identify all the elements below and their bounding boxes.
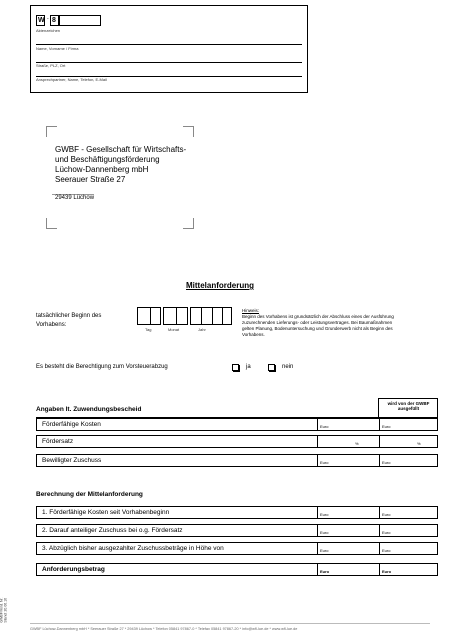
recipient-line-1: GWBF - Gesellschaft für Wirtschafts- — [55, 145, 187, 154]
applicant-value-cell[interactable] — [317, 525, 380, 536]
name-label: Name, Vorname / Firma — [36, 46, 79, 51]
applicant-value-cell[interactable] — [317, 436, 380, 447]
recipient-line-5: 29439 Lüchow — [55, 195, 95, 201]
gwbf-value-cell[interactable] — [379, 507, 440, 518]
hinweis-title: Hinweis: — [242, 308, 260, 313]
table-row — [36, 524, 438, 537]
window-corner-tr — [183, 126, 194, 137]
hinweis-line-3: gelten Planung, Bodenuntersuchung und Grunderwerb nicht als Beginn des — [242, 326, 393, 331]
gwbf-value-cell[interactable] — [379, 543, 440, 554]
tag-label: Tag — [145, 327, 152, 332]
name-field-line[interactable] — [36, 44, 302, 45]
unit-label: Euro — [382, 460, 391, 465]
gwbf-header: wird von der GWBF ausgefüllt — [378, 398, 438, 417]
street-label: Straße, PLZ, Ort — [36, 63, 66, 68]
aktenzeichen-label: Aktenzeichen — [36, 28, 61, 33]
applicant-total-cell[interactable] — [317, 564, 380, 575]
applicant-value-cell[interactable] — [317, 419, 380, 430]
hinweis-line-2: zuzurechnenden Lieferungs- oder Leistungsvertrages. Bei Baumaßnahmen — [242, 320, 393, 325]
section1-title: Angaben lt. Zuwendungsbescheid — [36, 406, 142, 413]
section1-header-row — [36, 398, 438, 418]
row-label: Fördersatz — [42, 438, 74, 445]
aktenzeichen-field[interactable] — [59, 15, 101, 26]
applicant-value-cell[interactable] — [317, 507, 380, 518]
applicant-value-cell[interactable] — [317, 455, 380, 466]
footer-text: GWBF Lüchow-Dannenberg mbH * Seerauer Straße 27 * 29439 Lüchow * Telefon 05841 97867-0 * Telefax 05841 97867-20 * info@wfl-lue.de * www.wfl-lue.de — [30, 627, 298, 631]
unit-label: Euro — [320, 460, 329, 465]
gwbf-value-cell[interactable] — [379, 419, 440, 430]
beginn-label-line-1: tatsächlicher Beginn des — [36, 313, 102, 319]
gwbf-value-cell[interactable] — [379, 436, 440, 447]
contact-label: Ansprechpartner, Name, Telefon, E-Mail — [36, 77, 107, 82]
window-corner-tl — [46, 126, 57, 137]
total-label: Anforderungsbetrag — [42, 566, 105, 573]
hinweis-line-4: Vorhabens. — [242, 332, 265, 337]
row-label: 3. Abzüglich bisher ausgezahlter Zuschussbeträge in Höhe von — [42, 545, 224, 552]
tag-input[interactable] — [137, 307, 161, 325]
unit-label: % — [417, 441, 421, 446]
table-row — [36, 542, 438, 555]
section2-title: Berechnung der Mittelanforderung — [36, 491, 143, 498]
row-label: 1. Förderfähige Kosten seit Vorhabenbeginn — [42, 509, 170, 516]
ja-label: ja — [246, 364, 251, 370]
monat-label: Monat — [168, 327, 180, 332]
gwbf-total-cell[interactable] — [379, 564, 440, 575]
unit-label: Euro — [382, 424, 391, 429]
prefix-8-box — [50, 15, 59, 26]
beginn-label-line-2: Vorhabens: — [36, 322, 67, 328]
form-id-vertical — [0, 585, 22, 625]
hinweis-line-1: Beginn des Vorhabens ist grundsätzlich der Abschluss eines der Ausführung — [242, 314, 394, 319]
applicant-value-cell[interactable] — [317, 543, 380, 554]
prefix-w: W — [38, 17, 45, 24]
prefix-dash: - — [47, 16, 49, 22]
unit-label: % — [355, 441, 359, 446]
unit-label: Euro — [320, 512, 329, 517]
row-label: Bewilligter Zuschuss — [42, 457, 102, 464]
unit-label: Euro — [320, 548, 329, 553]
gwbf-value-cell[interactable] — [379, 525, 440, 536]
recipient-address — [55, 145, 186, 185]
nein-label: nein — [282, 364, 294, 370]
beginn-label — [36, 312, 101, 330]
unit-label: Euro — [320, 530, 329, 535]
unit-label: Euro — [382, 530, 391, 535]
window-corner-bl — [46, 218, 57, 229]
prefix-8: 8 — [52, 17, 56, 24]
sender-address-box — [30, 5, 308, 93]
unit-label: Euro — [382, 512, 391, 517]
row-label: Förderfähige Kosten — [42, 421, 101, 428]
table-row — [36, 418, 438, 431]
window-corner-br — [183, 218, 194, 229]
form-id-line-2: GWBF/Vord. Nr. — [0, 597, 4, 623]
prefix-w-box — [36, 15, 45, 26]
row-label: 2. Darauf anteiliger Zuschuss bei o.g. Fördersatz — [42, 527, 183, 534]
table-row — [36, 506, 438, 519]
unit-label: Euro — [320, 569, 330, 574]
recipient-line-3: Lüchow-Dannenberg mbH — [55, 165, 149, 174]
table-row — [36, 454, 438, 467]
nein-checkbox[interactable] — [268, 364, 275, 371]
footer-rule — [30, 623, 430, 624]
gwbf-value-cell[interactable] — [379, 455, 440, 466]
vorsteuer-label: Es besteht die Berechtigung zum Vorsteuerabzug — [36, 364, 168, 370]
jahr-label: Jahr — [198, 327, 206, 332]
recipient-line-2: und Beschäftigungsförderung — [55, 155, 160, 164]
table-row — [36, 435, 438, 448]
street-field-line[interactable] — [36, 62, 302, 63]
unit-label: Euro — [382, 548, 391, 553]
unit-label: Euro — [320, 424, 329, 429]
ja-checkbox[interactable] — [232, 364, 239, 371]
total-row — [36, 563, 438, 576]
monat-input[interactable] — [163, 307, 188, 325]
hinweis-note — [242, 308, 394, 338]
form-id-line-3: Stand: 20.06.16 — [3, 597, 8, 623]
page-title: Mittelanforderung — [186, 281, 254, 290]
unit-label: Euro — [382, 569, 392, 574]
recipient-line-4: Seerauer Straße 27 — [55, 175, 126, 184]
jahr-input[interactable] — [190, 307, 232, 325]
